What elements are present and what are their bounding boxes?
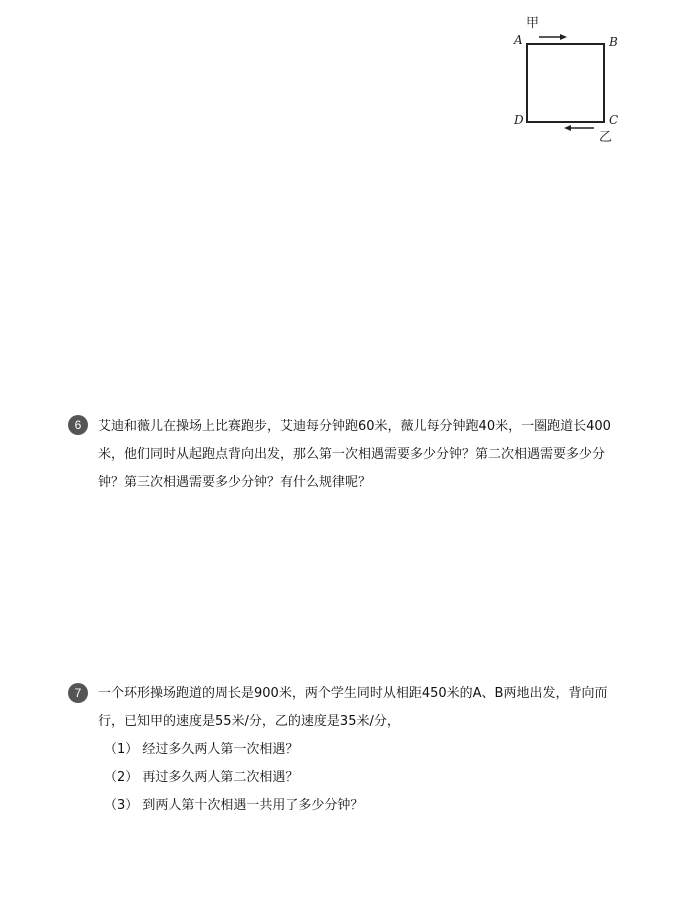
corner-c-label: C — [609, 113, 619, 127]
sub-question-3: （3） 到两人第十次相遇一共用了多少分钟？ — [104, 798, 364, 813]
track-square — [527, 44, 604, 122]
problem-text-line: 艾迪和薇儿在操场上比赛跑步，艾迪每分钟跑60米，薇儿每分钟跑40米，一圈跑道长400 — [98, 419, 611, 434]
sub-question-2: （2） 再过多久两人第二次相遇？ — [104, 770, 299, 785]
problem-number-badge: 7 — [68, 683, 88, 703]
runner-yi-label: 乙 — [599, 130, 613, 145]
problem-text-line: 一个环形操场跑道的周长是900米，两个学生同时从相距450米的A、B两地出发，背向而 — [98, 686, 608, 701]
corner-b-label: B — [609, 35, 618, 49]
arrow-yi-head-icon — [564, 125, 571, 131]
sub-question-1: （1） 经过多久两人第一次相遇？ — [104, 742, 299, 757]
problem-text-line: 米，他们同时从起跑点背向出发，那么第一次相遇需要多少分钟？第二次相遇需要多少分 — [98, 447, 606, 462]
corner-d-label: D — [514, 113, 524, 127]
problem-text-line: 钟？第三次相遇需要多少分钟？有什么规律呢？ — [98, 475, 372, 490]
corner-a-label: A — [514, 33, 523, 47]
runner-jia-label: 甲 — [526, 16, 540, 31]
arrow-jia-head-icon — [560, 34, 567, 40]
square-track-figure — [505, 10, 635, 150]
problem-text-line: 行，已知甲的速度是55米/分，乙的速度是35米/分， — [98, 714, 400, 729]
problem-number-badge: 6 — [68, 415, 88, 435]
square-track-diagram — [505, 10, 635, 150]
